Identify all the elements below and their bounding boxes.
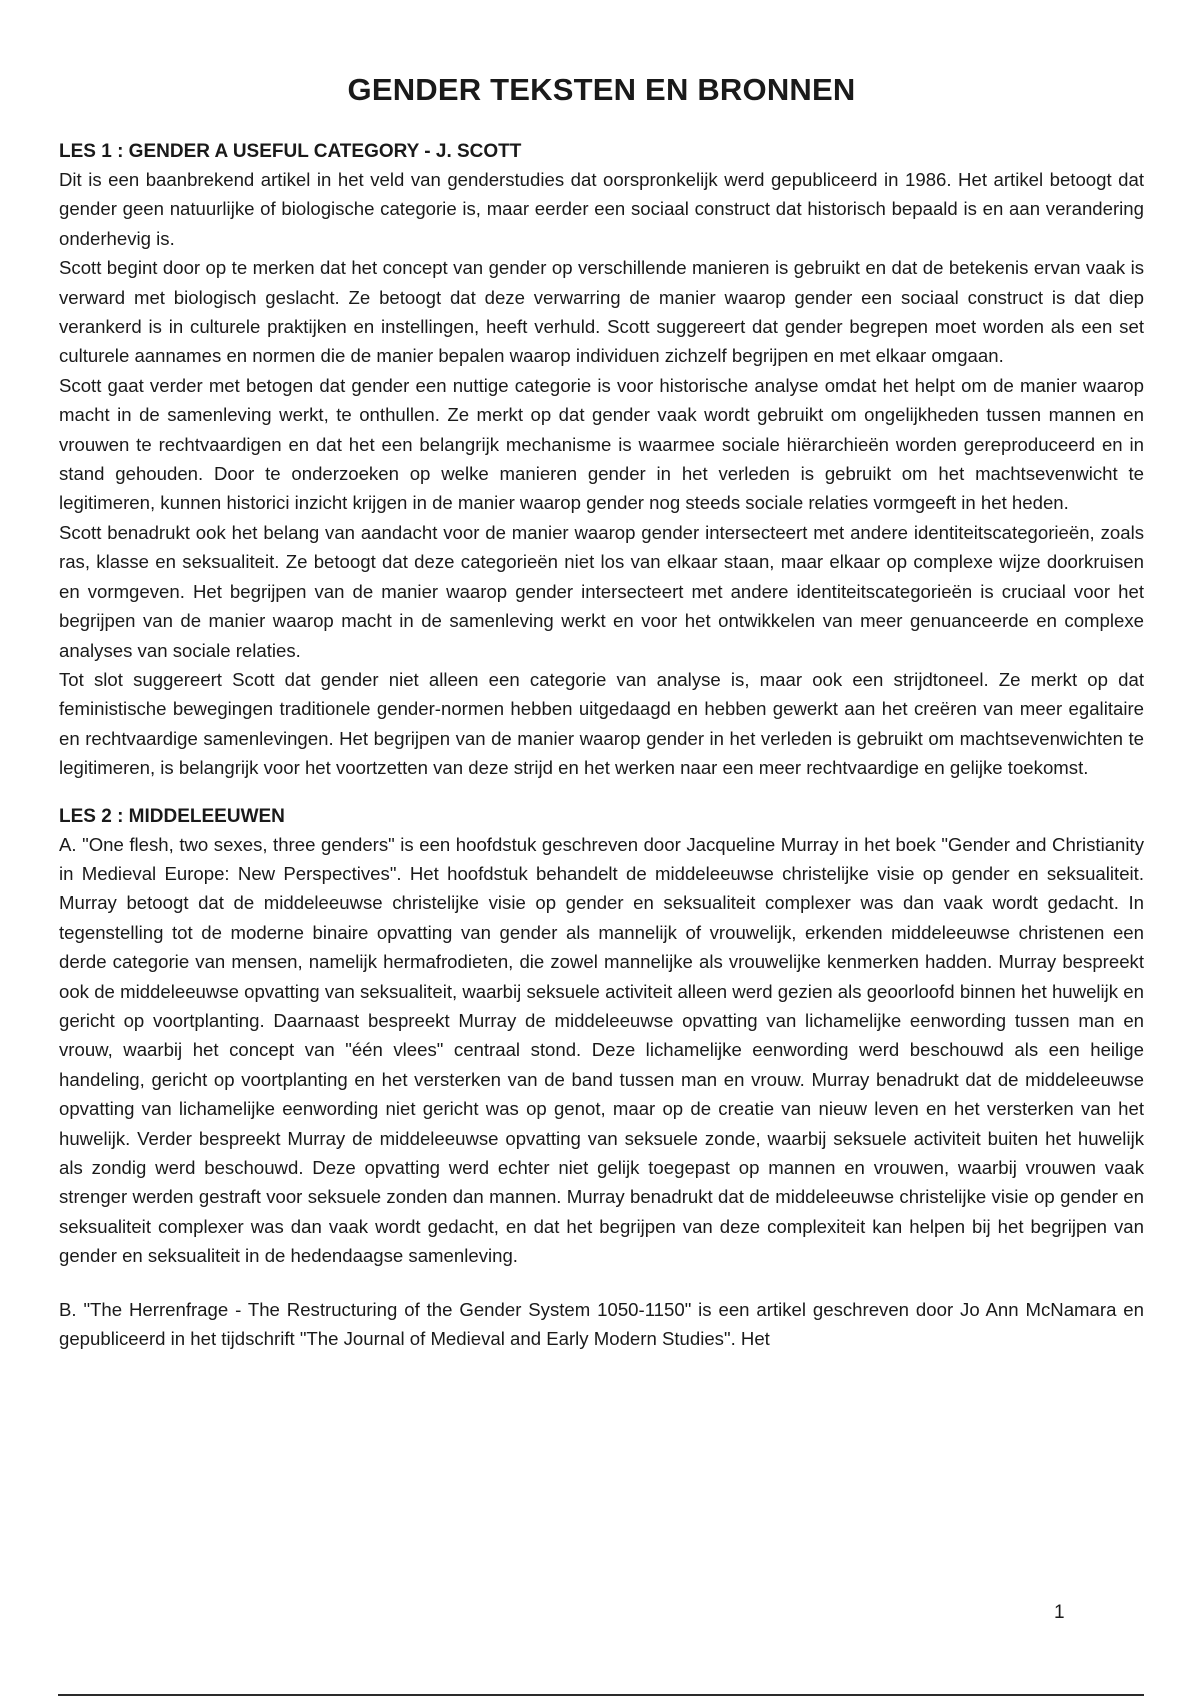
document-page xyxy=(59,60,1144,1353)
paragraph-b: B. "The Herrenfrage - The Restructuring of the Gender System 1050-1150" is een artikel geschreven door Jo Ann McNamara en gepubliceerd in het tijdschrift "The Journal of Medieval and Early Modern Studies". Het xyxy=(59,1298,1144,1350)
section-heading-les-1: LES 1 : GENDER A USEFUL CATEGORY - J. SCOTT xyxy=(59,141,522,162)
page-divider xyxy=(58,1694,1144,1696)
paragraph: Scott begint door op te merken dat het concept van gender op verschillende manieren is gebruikt en dat de betekenis ervan vaak is verward met biologisch geslacht. Ze betoogt dat deze verwarring de manier waarop gender een sociaal construct is dat diep verankerd is in culturele praktijken en instellingen, heeft verhuld. Scott suggereert dat gender begrepen moet worden als een set culturele aannames en normen die de manier bepalen waarop individuen zichzelf begrijpen en met elkaar omgaan. xyxy=(59,257,1144,367)
paragraph-a: A. "One flesh, two sexes, three genders" is een hoofdstuk geschreven door Jacqueline Murray in het boek "Gender and Christianity in Medieval Europe: New Perspectives". Het hoofdstuk behandelt de middeleeuwse christelijke visie op gender en seksualiteit. Murray betoogt dat de middeleeuwse christelijke visie op gender en seksualiteit complexer was dan vaak wordt gedacht. In tegenstelling tot de moderne binaire opvatting van gender als mannelijk of vrouwelijk, erkenden middeleeuwse christenen een derde categorie van mensen, namelijk hermafrodieten, die zowel mannelijke als vrouwelijke kenmerken hadden. Murray bespreekt ook de middeleeuwse opvatting van seksualiteit, waarbij seksuele activiteit alleen werd gezien als geoorloofd binnen het huwelijk en gericht op voortplanting. Daarnaast bespreekt Murray de middeleeuwse opvatting van lichamelijke eenwording tussen man en vrouw, waarbij het concept van "één vlees" centraal stond. Deze lichamelijke eenwording werd beschouwd als een heilige handeling, gericht op voortplanting en het versterken van de band tussen man en vrouw. Murray benadrukt dat de middeleeuwse opvatting van lichamelijke eenwording niet gericht was op genot, maar op de creatie van nieuw leven en het versterken van het huwelijk. Verder bespreekt Murray de middeleeuwse opvatting van seksuele zonde, waarbij seksuele activiteit buiten het huwelijk als zondig werd beschouwd. Deze opvatting werd echter niet gelijk toegepast op mannen en vrouwen, waarbij vrouwen vaak strenger werden gestraft voor seksuele zonden dan mannen. Murray benadrukt dat de middeleeuwse christelijke visie op gender en seksualiteit complexer was dan vaak wordt gedacht, en dat het begrijpen van deze complexiteit kan helpen bij het begrijpen van gender en seksualiteit in de hedendaagse samenleving. xyxy=(59,833,1144,1267)
paragraph-spacer xyxy=(59,1271,1144,1295)
paragraph: Scott gaat verder met betogen dat gender een nuttige categorie is voor historische analyse omdat het helpt om de manier waarop macht in de samenleving werkt, te onthullen. Ze merkt op dat gender vaak wordt gebruikt om ongelijkheden tussen mannen en vrouwen te rechtvaardigen en dat het een belangrijk mechanisme is waarmee sociale hiërarchieën worden gereproduceerd en in stand gehouden. Door te onderzoeken op welke manieren gender in het verleden is gebruikt om het machtsevenwicht te legitimeren, kunnen historici inzicht krijgen in de manier waarop gender nog steeds sociale relaties vormgeeft in het heden. xyxy=(59,374,1144,514)
page-number: 1 xyxy=(1054,1602,1065,1623)
paragraph: Scott benadrukt ook het belang van aandacht voor de manier waarop gender intersecteert met andere identiteitscategorieën, zoals ras, klasse en seksualiteit. Ze betoogt dat deze categorieën niet los van elkaar staan, maar elkaar op complexe wijze doorkruisen en vormgeven. Het begrijpen van de manier waarop gender intersecteert met andere identiteitscategorieën is cruciaal voor het begrijpen van de manier waarop macht in de samenleving werkt en voor het ontwikkelen van meer genuanceerde en complexe analyses van sociale relaties. xyxy=(59,521,1144,661)
paragraph: Dit is een baanbrekend artikel in het veld van genderstudies dat oorspronkelijk werd gepubliceerd in 1986. Het artikel betoogt dat gender geen natuurlijke of biologische categorie is, maar eerder een sociaal construct dat historisch bepaald is en aan verandering onderhevig is. xyxy=(59,169,1144,249)
section-les-1 xyxy=(59,138,1144,783)
document-title: GENDER TEKSTEN EN BRONNEN xyxy=(347,72,856,107)
section-heading-les-2: LES 2 : MIDDELEEUWEN xyxy=(59,805,285,827)
paragraph: Tot slot suggereert Scott dat gender niet alleen een categorie van analyse is, maar ook een strijdtoneel. Ze merkt op dat feministische bewegingen traditionele gender-normen hebben uitgedaagd en hebben gewerkt aan het creëren van meer egalitaire en rechtvaardige samenlevingen. Het begrijpen van de manier waarop gender in het verleden is gebruikt om machtsevenwichten te legitimeren, is belangrijk voor het voortzetten van deze strijd en het werken naar een meer rechtvaardige en gelijke toekomst. xyxy=(59,668,1144,779)
section-les-2 xyxy=(59,803,1144,1354)
